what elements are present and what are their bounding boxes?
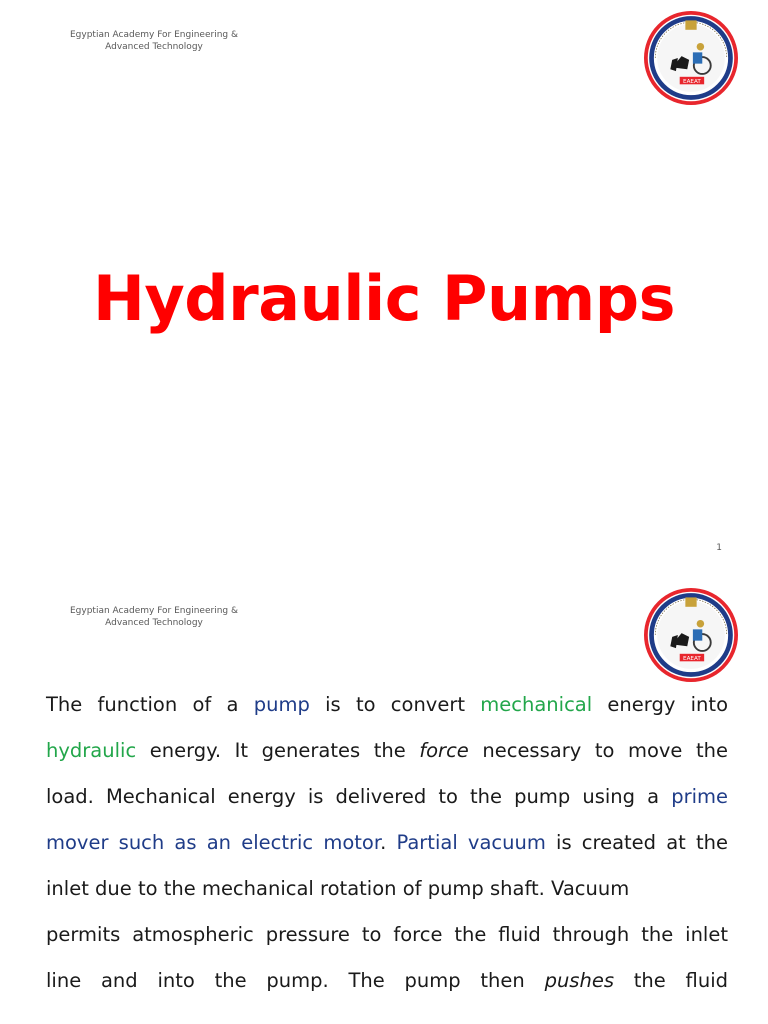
text-line (46, 774, 728, 820)
academy-logo (644, 11, 738, 105)
highlighted-term: mover such as an electric motor (46, 831, 381, 854)
text-line (46, 820, 728, 866)
text-run: necessary to move the (468, 739, 728, 762)
text-run: line and into the pump. The pump then (46, 969, 545, 992)
text-run: permits atmospheric pressure to force the fluid through the inlet (46, 923, 728, 946)
logo-text: EAEAT (683, 78, 701, 85)
text-run: energy. It generates the (136, 739, 420, 762)
text-run: the fluid (613, 969, 728, 992)
highlighted-term: pump (253, 693, 310, 716)
text-line (46, 682, 728, 728)
text-line (46, 958, 728, 1004)
text-run: load. Mechanical energy is delivered to the pump using a (46, 785, 672, 808)
text-run: energy into (592, 693, 728, 716)
header-institution: Egyptian Academy For Engineering & Advanced Technology (69, 30, 239, 52)
slide-page-2 (0, 576, 768, 1024)
text-line (46, 912, 728, 958)
page-number: 1 (716, 543, 722, 553)
logo-text: EAEAT (683, 655, 701, 662)
text-line (46, 728, 728, 774)
text-line (46, 866, 728, 912)
body-paragraph (46, 682, 728, 1004)
highlighted-term: mechanical (480, 693, 593, 716)
highlighted-term: prime (671, 785, 728, 808)
text-run: is created at the (545, 831, 729, 854)
emphasized-term: force (419, 739, 469, 762)
header-institution: Egyptian Academy For Engineering & Advanced Technology (69, 606, 239, 628)
highlighted-term: hydraulic (46, 739, 137, 762)
text-run: inlet due to the mechanical rotation of pump shaft. Vacuum (46, 877, 630, 900)
text-run: The function of a (46, 693, 254, 716)
academy-logo (644, 588, 738, 682)
text-run: is to convert (309, 693, 481, 716)
slide-title: Hydraulic Pumps (92, 262, 676, 335)
emphasized-term: pushes (544, 969, 614, 992)
text-run: . (380, 831, 397, 854)
highlighted-term: Partial vacuum (396, 831, 546, 854)
